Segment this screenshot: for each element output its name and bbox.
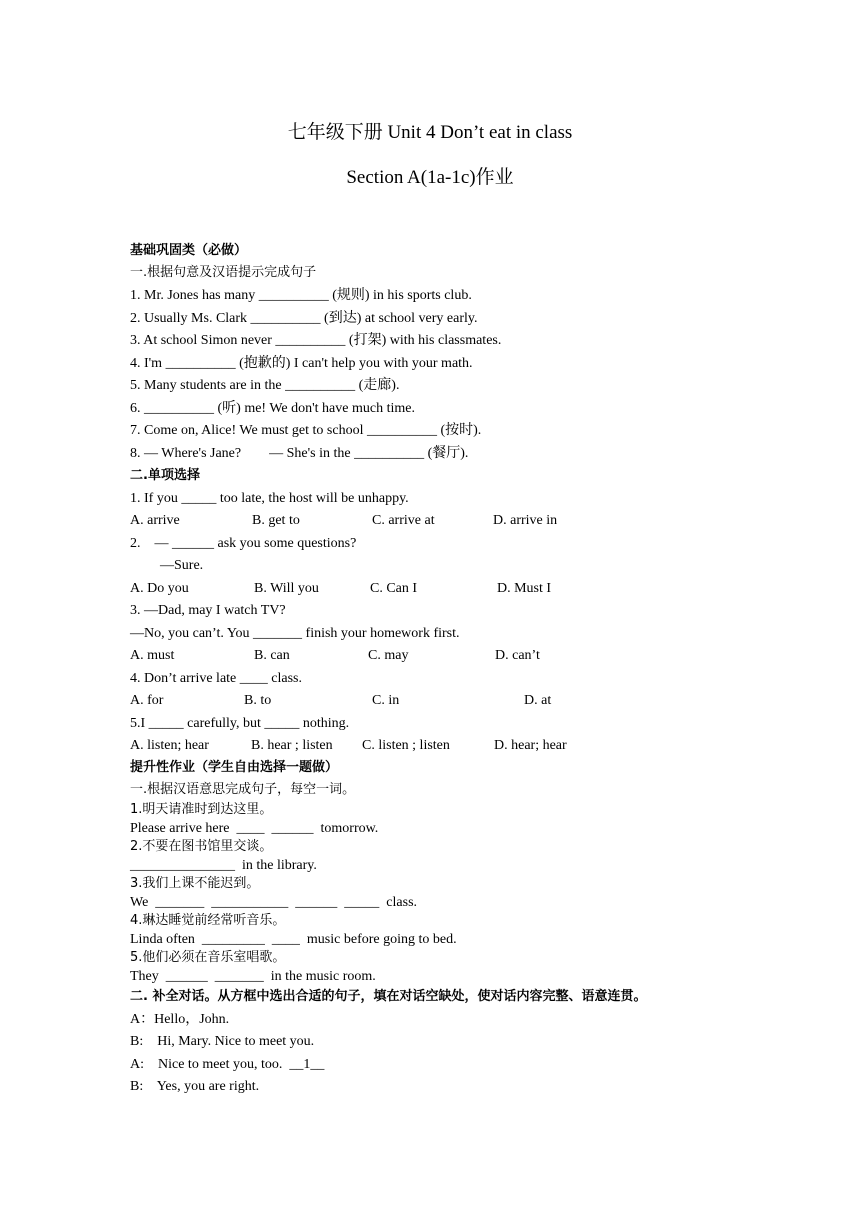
option-a: A. arrive (130, 513, 180, 528)
english-answer-line: Linda often _________ ____ music before going to bed. (130, 932, 457, 947)
section-heading-basic: 基础巩固类（必做） (130, 243, 248, 258)
chinese-prompt: 5.他们必须在音乐室唱歌。 (130, 950, 286, 965)
exercise-item: 2. Usually Ms. Clark __________ (到达) at school very early. (130, 311, 478, 326)
english-answer-line: _______________ in the library. (130, 858, 317, 873)
question-reply: —No, you can’t. You _______ finish your homework first. (130, 626, 460, 641)
part-heading: 一.根据汉语意思完成句子，每空一词。 (130, 782, 356, 797)
option-a: A. Do you (130, 581, 189, 596)
option-c: C. arrive at (372, 513, 435, 528)
chinese-prompt: 4.琳达睡觉前经常听音乐。 (130, 913, 286, 928)
question-reply: —Sure. (160, 558, 204, 573)
question-stem: 4. Don’t arrive late ____ class. (130, 671, 302, 686)
part-heading: 二. 补全对话。从方框中选出合适的句子，填在对话空缺处，使对话内容完整、语意连贯。 (130, 989, 647, 1004)
option-b: B. to (244, 693, 272, 708)
chinese-prompt: 1.明天请准时到达这里。 (130, 802, 273, 817)
dialog-line: B: Yes, you are right. (130, 1079, 260, 1094)
exercise-item: 1. Mr. Jones has many __________ (规则) in his sports club. (130, 288, 472, 303)
option-c: C. in (372, 693, 400, 708)
part-heading: 二.单项选择 (130, 468, 200, 483)
option-d: D. at (524, 693, 552, 708)
exercise-item: 4. I'm __________ (抱歉的) I can't help you with your math. (130, 356, 473, 371)
question-stem: 5.I _____ carefully, but _____ nothing. (130, 716, 350, 731)
english-answer-line: We _______ ___________ ______ _____ class. (130, 895, 418, 910)
option-d: D. can’t (495, 648, 540, 663)
option-d: D. Must I (497, 581, 552, 596)
option-a: A. for (130, 693, 164, 708)
option-b: B. Will you (254, 581, 319, 596)
option-b: B. can (254, 648, 290, 663)
question-stem: 3. —Dad, may I watch TV? (130, 603, 286, 618)
option-c: C. Can I (370, 581, 418, 596)
english-answer-line: They ______ _______ in the music room. (130, 969, 376, 984)
exercise-item: 5. Many students are in the __________ (走廊). (130, 378, 400, 393)
dialog-line: A：Hello，John. (130, 1012, 230, 1027)
document-subtitle: Section A(1a-1c)作业 (346, 167, 514, 188)
exercise-item: 7. Come on, Alice! We must get to school __________ (按时). (130, 423, 482, 438)
option-d: D. hear; hear (494, 738, 567, 753)
option-a: A. listen; hear (130, 738, 209, 753)
option-d: D. arrive in (493, 513, 558, 528)
exercise-item: 6. __________ (听) me! We don't have much time. (130, 401, 415, 416)
chinese-prompt: 2.不要在图书馆里交谈。 (130, 839, 273, 854)
english-answer-line: Please arrive here ____ ______ tomorrow. (130, 821, 379, 836)
option-b: B. get to (252, 513, 300, 528)
option-c: C. listen ; listen (362, 738, 450, 753)
dialog-line: A: Nice to meet you, too. __1__ (130, 1057, 325, 1072)
chinese-prompt: 3.我们上课不能迟到。 (130, 876, 260, 891)
option-a: A. must (130, 648, 175, 663)
dialog-line: B: Hi, Mary. Nice to meet you. (130, 1034, 315, 1049)
exercise-item: 8. — Where's Jane? — She's in the __________ (餐厅). (130, 446, 469, 461)
section-heading-advanced: 提升性作业（学生自由选择一题做） (130, 760, 339, 775)
option-c: C. may (368, 648, 409, 663)
question-stem: 2. — ______ ask you some questions? (130, 536, 357, 551)
document-title: 七年级下册 Unit 4 Don’t eat in class (287, 122, 573, 143)
part-heading: 一.根据句意及汉语提示完成句子 (130, 265, 317, 280)
exercise-item: 3. At school Simon never __________ (打架) with his classmates. (130, 333, 502, 348)
option-b: B. hear ; listen (251, 738, 333, 753)
question-stem: 1. If you _____ too late, the host will be unhappy. (130, 491, 409, 506)
